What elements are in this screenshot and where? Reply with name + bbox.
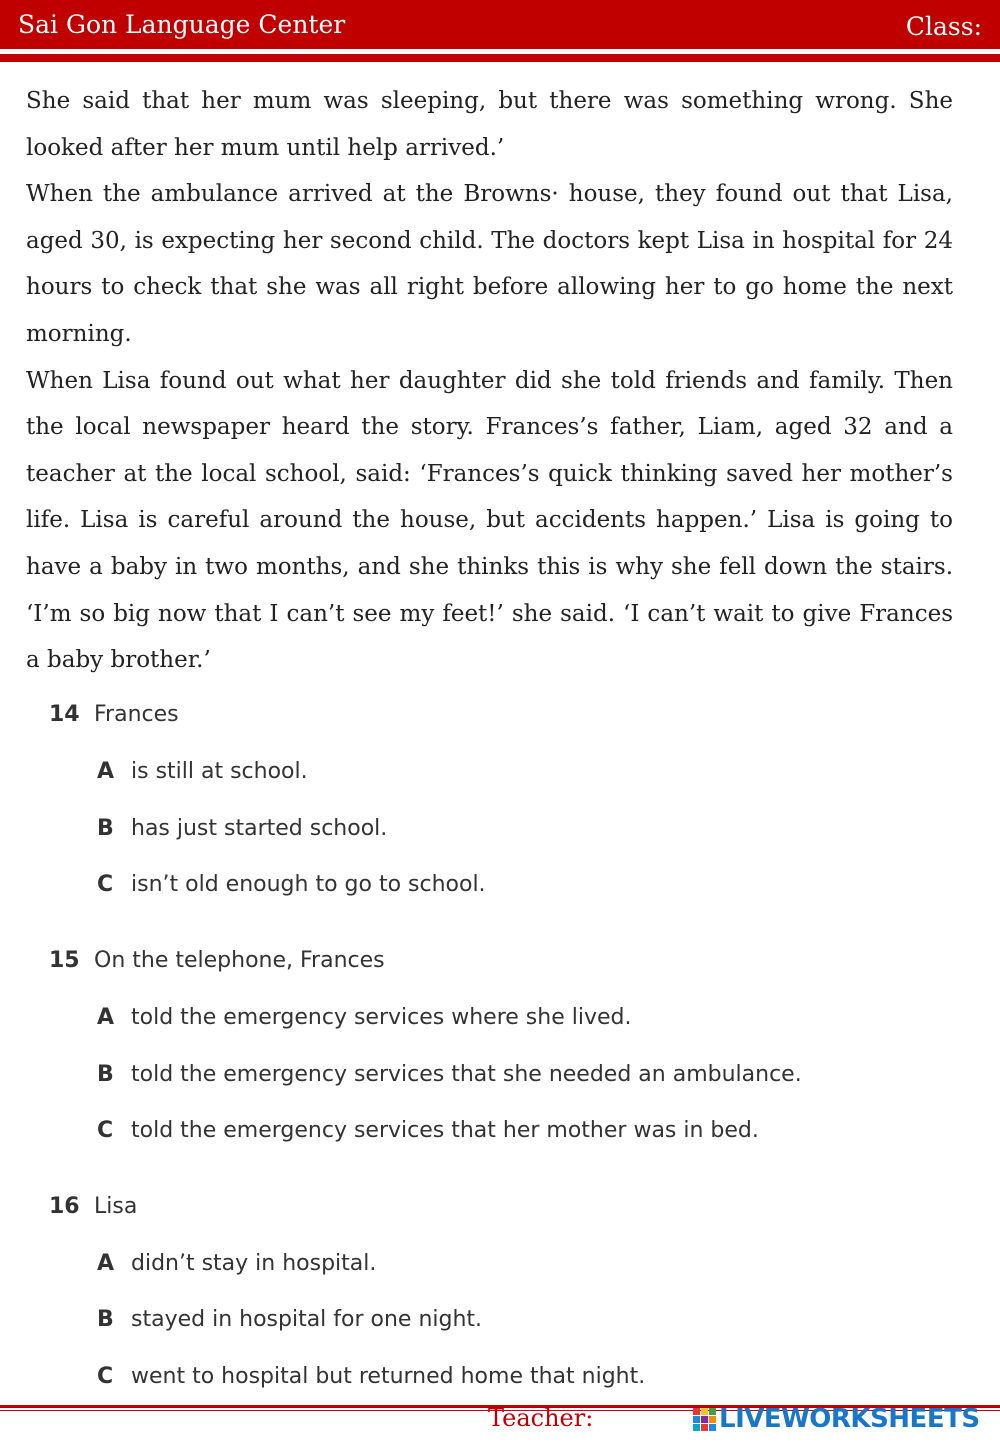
question-stem: Frances [94,702,179,727]
brand-text: LIVEWORKSHEETS [719,1404,980,1434]
option-letter[interactable]: A [97,759,115,784]
option-text[interactable]: told the emergency services where she lived. [131,1005,632,1030]
class-label: Class: [905,12,982,41]
page-header [0,0,1000,49]
option-letter[interactable]: B [97,816,114,841]
question-number: 15 [49,948,80,973]
option-text[interactable]: told the emergency services that she needed an ambulance. [131,1062,802,1087]
question-stem: Lisa [94,1194,138,1219]
option-letter[interactable]: C [97,872,114,897]
center-name: Sai Gon Language Center [18,10,346,39]
option-letter[interactable]: C [97,1364,114,1389]
option-text[interactable]: isn’t old enough to go to school. [131,872,486,897]
header-divider [0,49,1000,52]
question-stem: On the telephone, Frances [94,948,385,973]
option-letter[interactable]: B [97,1307,114,1332]
option-letter[interactable]: A [97,1251,115,1276]
option-text[interactable]: didn’t stay in hospital. [131,1251,377,1276]
liveworksheets-logo-icon [693,1408,717,1432]
option-letter[interactable]: C [97,1118,114,1143]
option-text[interactable]: told the emergency services that her mother was in bed. [131,1118,759,1143]
passage-paragraph: She said that her mum was sleeping, but there was something wrong. She looked after her mum until help arrived.’ [26,88,953,161]
question-number: 14 [49,702,80,727]
option-text[interactable]: stayed in hospital for one night. [131,1307,483,1332]
option-letter[interactable]: A [97,1005,115,1030]
passage-paragraph: When Lisa found out what her daughter did she told friends and family. Then the local newspaper heard the story. Frances’s father, Liam, aged 32 and a teacher at the local school, said: ‘Frances’s quick thinking saved her mother’s life. Lisa is careful around the house, but accidents happen.’ Lisa is going to have a baby in two months, and she thinks this is why she fell down the stairs. ‘I’m so big now that I can’t see my feet!’ she said. ‘I can’t wait to give Frances a baby brother.’ [26,367,953,674]
header-divider-bottom [0,54,1000,62]
teacher-label: Teacher: [488,1404,594,1432]
option-text[interactable]: is still at school. [131,759,308,784]
option-letter[interactable]: B [97,1062,114,1087]
option-text[interactable]: went to hospital but returned home that night. [131,1364,646,1389]
passage-paragraph: When the ambulance arrived at the Browns· house, they found out that Lisa, aged 30, is expecting her second child. The doctors kept Lisa in hospital for 24 hours to check that she was all right before allowing her to go home the next morning. [26,181,953,347]
option-text[interactable]: has just started school. [131,816,388,841]
question-number: 16 [49,1194,80,1219]
reading-passage [26,78,953,684]
